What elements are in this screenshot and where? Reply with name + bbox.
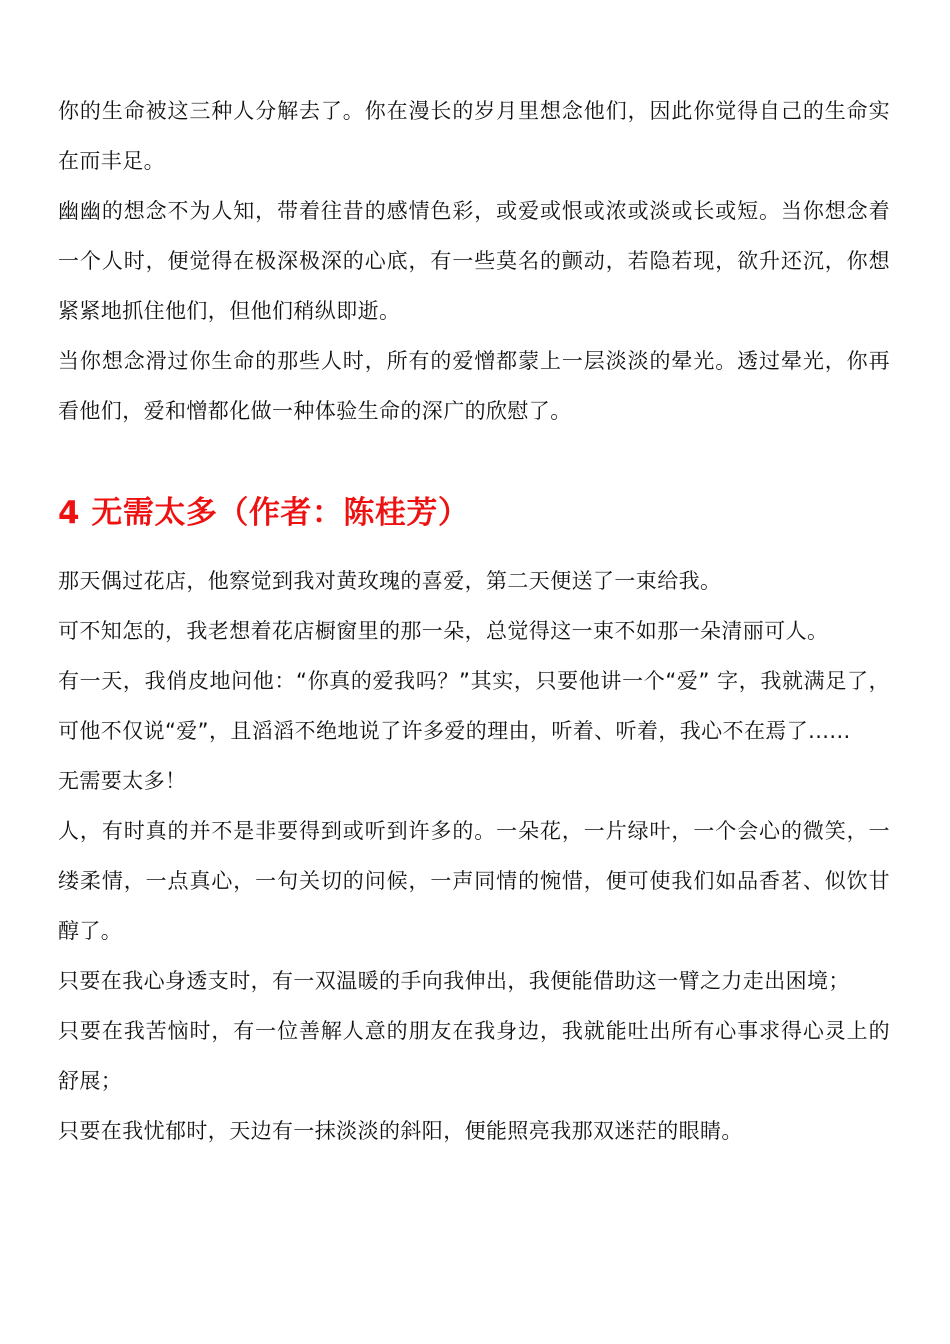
essay-section-4	[58, 488, 890, 1156]
section-heading: 4 无需太多（作者：陈桂芳）	[58, 495, 470, 531]
document-page	[58, 86, 890, 1156]
paragraph: 你的生命被这三种人分解去了。你在漫长的岁月里想念他们，因此你觉得自己的生命实在而丰足。	[58, 99, 890, 173]
paragraph: 无需要太多！	[58, 769, 187, 793]
paragraph: 那天偶过花店，他察觉到我对黄玫瑰的喜爱，第二天便送了一束给我。	[58, 569, 722, 593]
paragraph: 可不知怎的，我老想着花店橱窗里的那一朵，总觉得这一束不如那一朵清丽可人。	[58, 619, 829, 643]
paragraph: 幽幽的想念不为人知，带着往昔的感情色彩，或爱或恨或浓或淡或长或短。当你想念着一个人时，便觉得在极深极深的心底，有一些莫名的颤动，若隐若现，欲升还沉，你想紧紧地抓住他们，但他们稍纵即逝。	[58, 199, 890, 323]
paragraph: 只要在我心身透支时，有一双温暖的手向我伸出，我便能借助这一臂之力走出困境；	[58, 969, 850, 993]
paragraph: 有一天，我俏皮地问他：“你真的爱我吗？”其实，只要他讲一个“爱” 字，我就满足了，可他不仅说“爱”，且滔滔不绝地说了许多爱的理由，听着、听着，我心不在焉了......	[58, 669, 890, 743]
paragraph: 人，有时真的并不是非要得到或听到许多的。一朵花，一片绿叶，一个会心的微笑，一缕柔情，一点真心，一句关切的问候，一声同情的惋惜，便可使我们如品香茗、似饮甘醇了。	[58, 819, 890, 943]
paragraph: 只要在我忧郁时，天边有一抹淡淡的斜阳，便能照亮我那双迷茫的眼睛。	[58, 1119, 743, 1143]
paragraph: 当你想念滑过你生命的那些人时，所有的爱憎都蒙上一层淡淡的晕光。透过晕光，你再看他们，爱和憎都化做一种体验生命的深广的欣慰了。	[58, 349, 890, 423]
paragraph: 只要在我苦恼时，有一位善解人意的朋友在我身边，我就能吐出所有心事求得心灵上的舒展；	[58, 1019, 890, 1093]
essay-section-continued	[58, 86, 890, 436]
